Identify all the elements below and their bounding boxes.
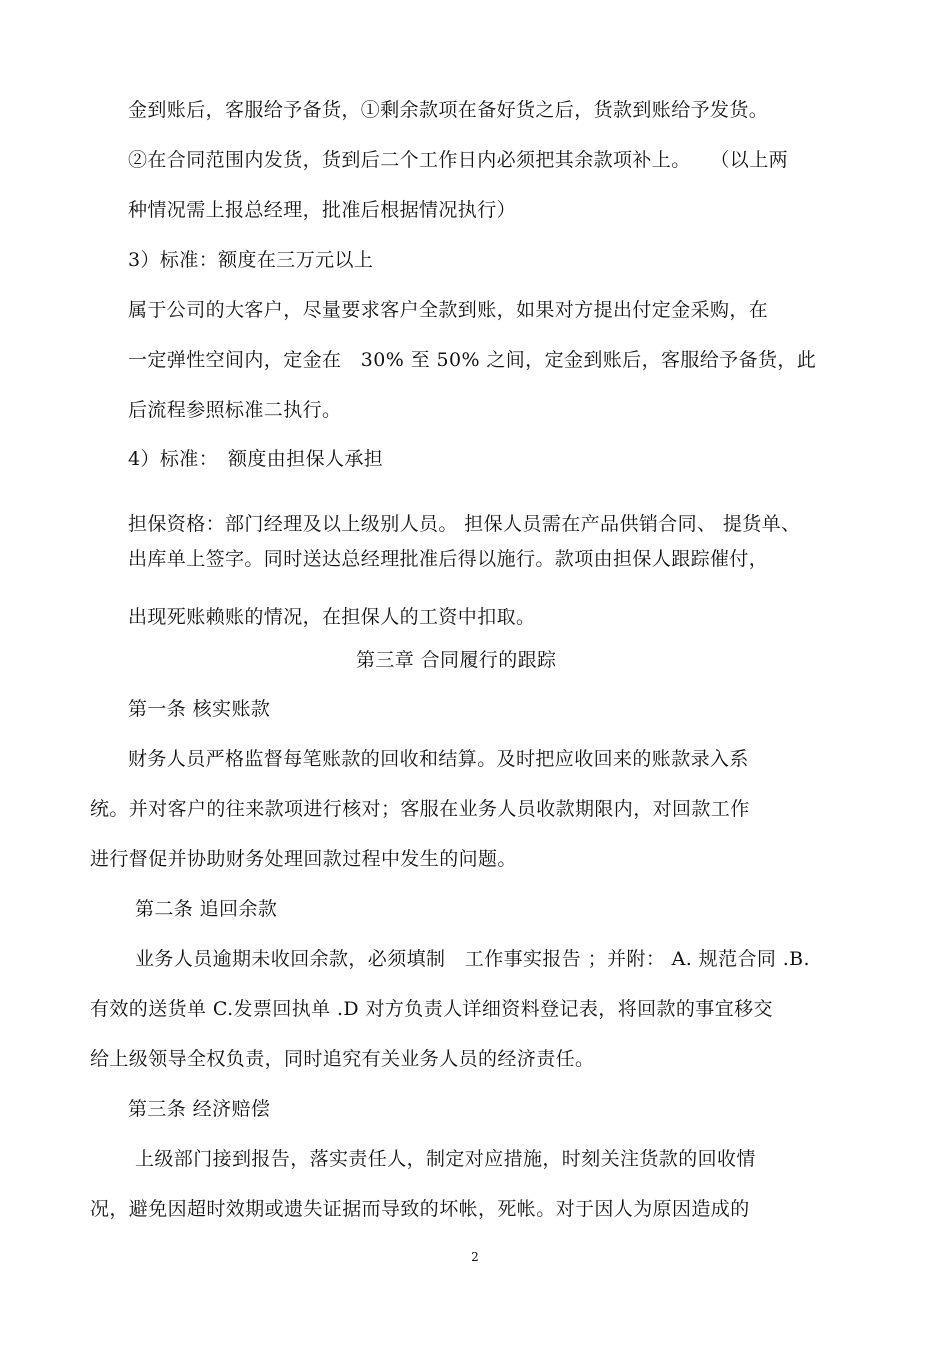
paragraph-line: 况，避免因超时效期或遗失证据而导致的坏帐，死帐。对于因人为原因造成的: [90, 1198, 750, 1220]
paragraph-line: 有效的送货单 C.发票回执单 .D 对方负责人详细资料登记表，将回款的事宜移交: [90, 998, 773, 1020]
paragraph-line: 出现死账赖账的情况，在担保人的工资中扣取。: [128, 606, 536, 628]
article-heading: 第三条 经济赔偿: [128, 1098, 271, 1120]
paragraph-line: 财务人员严格监督每笔账款的回收和结算。及时把应收回来的账款录入系: [128, 748, 749, 770]
paragraph-line: 进行督促并协助财务处理回款过程中发生的问题。: [90, 848, 517, 870]
chapter-title: 第三章 合同履行的跟踪: [356, 649, 557, 671]
article-heading: 第二条 追回余款: [135, 898, 278, 920]
paragraph-line: ②在合同范围内发货，货到后二个工作日内必须把其余款项补上。 （以上两: [128, 149, 789, 171]
paragraph-line: 统。并对客户的往来款项进行核对；客服在业务人员收款期限内，对回款工作: [90, 798, 750, 820]
paragraph-line: 业务人员逾期未收回余款，必须填制 工作事实报告 ；并附： A. 规范合同 .B.: [135, 948, 810, 970]
paragraph-line: 给上级领导全权负责，同时追究有关业务人员的经济责任。: [90, 1048, 595, 1070]
section-heading: 4）标准： 额度由担保人承担: [128, 448, 384, 470]
page-number: 2: [471, 1250, 479, 1264]
paragraph-line: 一定弹性空间内，定金在 30% 至 50% 之间，定金到账后，客服给予备货，此: [128, 349, 817, 371]
paragraph-line: 担保资格：部门经理及以上级别人员。 担保人员需在产品供销合同、 提货单、: [128, 513, 801, 535]
paragraph-line: 属于公司的大客户，尽量要求客户全款到账，如果对方提出付定金采购，在: [128, 299, 769, 321]
paragraph-line: 后流程参照标准二执行。: [128, 399, 342, 421]
section-heading: 3）标准：额度在三万元以上: [128, 249, 374, 271]
paragraph-line: 出库单上签字。同时送达总经理批准后得以施行。款项由担保人跟踪催付，: [128, 548, 769, 570]
paragraph-line: 种情况需上报总经理，批准后根据情况执行）: [128, 199, 517, 221]
paragraph-line: 金到账后，客服给予备货，①剩余款项在备好货之后，货款到账给予发货。: [128, 99, 769, 121]
article-heading: 第一条 核实账款: [128, 698, 271, 720]
paragraph-line: 上级部门接到报告，落实责任人，制定对应措施，时刻关注货款的回收情: [135, 1148, 756, 1170]
